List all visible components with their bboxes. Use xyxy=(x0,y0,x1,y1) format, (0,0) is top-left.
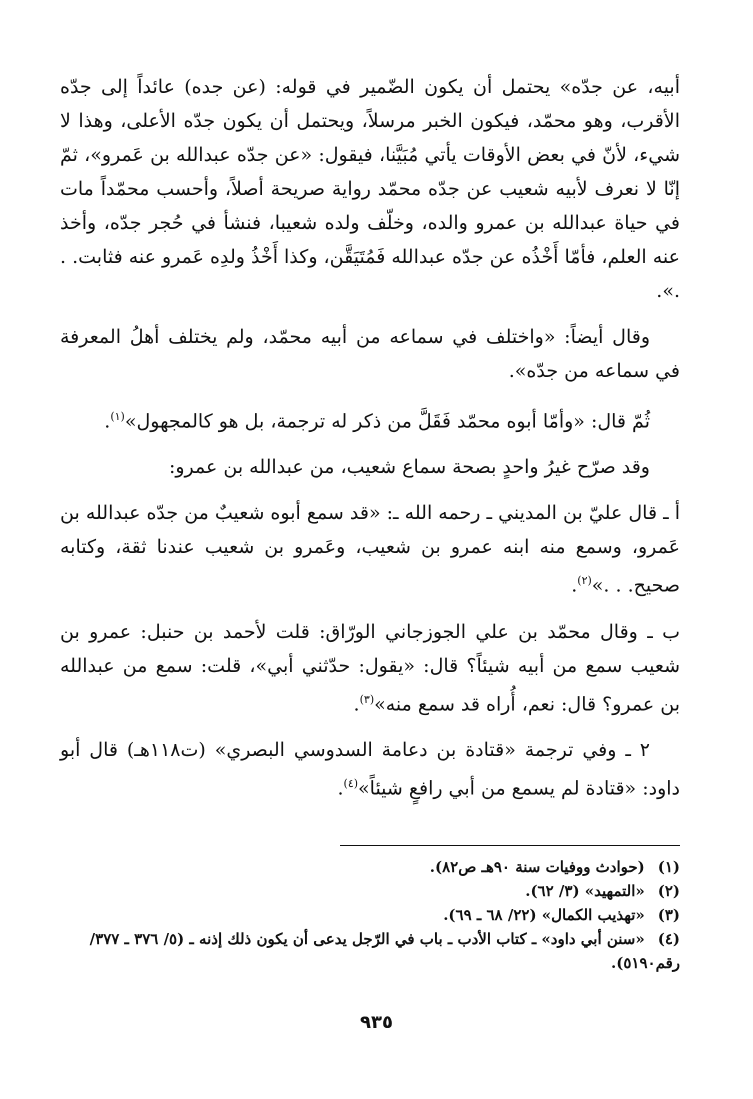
footnote-text: «سنن أبي داود» ـ كتاب الأدب ـ باب في الرّجل يدعى أن يكون ذلك إذنه ـ (٥/ ٣٧٦ ـ ٣٧٧/ رقم٥١٩٠). xyxy=(89,930,680,972)
footnote-number: (٤) xyxy=(657,930,680,948)
footnote-text: «تهذيب الكمال» (٢٢/ ٦٨ ـ ٦٩). xyxy=(443,906,645,924)
main-text xyxy=(60,70,680,817)
paragraph-3: ثُمّ قال: «وأمّا أبوه محمّد فَقَلَّ من ذكر له ترجمة، بل هو كالمجهول»$^{(١)}$. xyxy=(104,410,650,433)
footnote-1 xyxy=(60,855,680,879)
footnote-ref-3[interactable]: (٣) xyxy=(359,692,375,706)
footnote-text: «التمهيد» (٣/ ٦٢). xyxy=(525,882,645,900)
paragraph-6-text: ب ـ وقال محمّد بن علي الجوزجاني الورّاق: قلت لأحمد بن حنبل: عمرو بن شعيب سمع من أبيه شيئاً؟ قال: «يقول: حدّثني أبي»، قلت: سمع من عبدالله بن عمرو؟ قال: نعم، أُراه قد سمع منه» xyxy=(60,620,680,715)
paragraph-5: أ ـ قال عليّ بن المديني ـ رحمه الله ـ: «قد سمع أبوه شعيبٌ من جدّه عبدالله بن عَمرو، وسمع منه ابنه عمرو بن شعيب، وعَمرو بن شعيب عندنا ثقة، وكتابه صحيح. . .»$^{(٢)}$. xyxy=(60,502,680,597)
footnote-text: (حوادث ووفيات سنة ٩٠هـ ص٨٢). xyxy=(429,858,645,876)
paragraph-5-text: أ ـ قال عليّ بن المديني ـ رحمه الله ـ: «قد سمع أبوه شعيبٌ من جدّه عبدالله بن عَمرو، وسمع منه ابنه عمرو بن شعيب، وعَمرو بن شعيب عندنا ثقة، وكتابه صحيح. . .» xyxy=(60,502,680,597)
footnote-2 xyxy=(60,879,680,903)
footnote-ref-1[interactable]: (١) xyxy=(110,410,125,423)
footnotes xyxy=(60,855,680,975)
footnote-number: (٣) xyxy=(657,906,680,924)
footnote-ref-2[interactable]: (٢) xyxy=(577,574,592,588)
paragraph-1: أبيه، عن جدّه» يحتمل أن يكون الضّمير في قوله: (عن جده) عائداً إلى جدّه الأقرب، وهو محمّد، فيكون الخبر مرسلاً، ويحتمل أن يكون جدّه الأعلى، وهذا لا شيء، لأنّ في بعض الأوقات يأتي مُبَيَّنا، فيقول: «عن جدّه عبدالله بن عَمرو»، ثمّ إنّا لا نعرف لأبيه شعيب عن جدّه محمّد رواية صريحة أصلاً، وأحسب محمّداً مات في حياة عبدالله بن عمرو والده، وخلّف ولده شعيبا، فنشأ في حُجر جدّه، وأخذ عنه العلم، فأمّا أَخْذُه عن جدّه عبدالله فَمُتَيَقَّن، وكذا أَخْذُ ولدِه عَمرو عنه فثابت. . .». xyxy=(60,76,680,302)
footnote-number: (١) xyxy=(657,858,680,876)
paragraph-7-text: ٢ ـ وفي ترجمة «قتادة بن دعامة السدوسي البصري» (ت١١٨هـ) قال أبو داود: «قتادة لم يسمع من أبي رافعٍ شيئاً» xyxy=(60,738,680,800)
footnote-4 xyxy=(60,927,680,975)
paragraph-6: ب ـ وقال محمّد بن علي الجوزجاني الورّاق: قلت لأحمد بن حنبل: عمرو بن شعيب سمع من أبيه شيئاً؟ قال: «يقول: حدّثني أبي»، قلت: سمع من عبدالله بن عمرو؟ قال: نعم، أُراه قد سمع منه»$^{(٣)}$. xyxy=(60,620,680,715)
footnote-number: (٢) xyxy=(657,882,680,900)
footnote-3 xyxy=(60,903,680,927)
paragraph-7: ٢ ـ وفي ترجمة «قتادة بن دعامة السدوسي البصري» (ت١١٨هـ) قال أبو داود: «قتادة لم يسمع من أبي رافعٍ شيئاً»$^{(٤)}$. xyxy=(60,738,680,800)
page-number: ٩٣٥ xyxy=(360,1012,393,1033)
paragraph-2: وقال أيضاً: «واختلف في سماعه من أبيه محمّد، ولم يختلف أهلُ المعرفة في سماعه من جدّه». xyxy=(60,326,680,382)
paragraph-3-text: ثُمّ قال: «وأمّا أبوه محمّد فَقَلَّ من ذكر له ترجمة، بل هو كالمجهول» xyxy=(124,410,650,433)
footnote-separator xyxy=(340,845,680,846)
footnote-ref-4[interactable]: (٤) xyxy=(343,776,359,790)
paragraph-4: وقد صرّح غيرُ واحدٍ بصحة سماع شعيب، من عبدالله بن عمرو: xyxy=(168,456,650,479)
